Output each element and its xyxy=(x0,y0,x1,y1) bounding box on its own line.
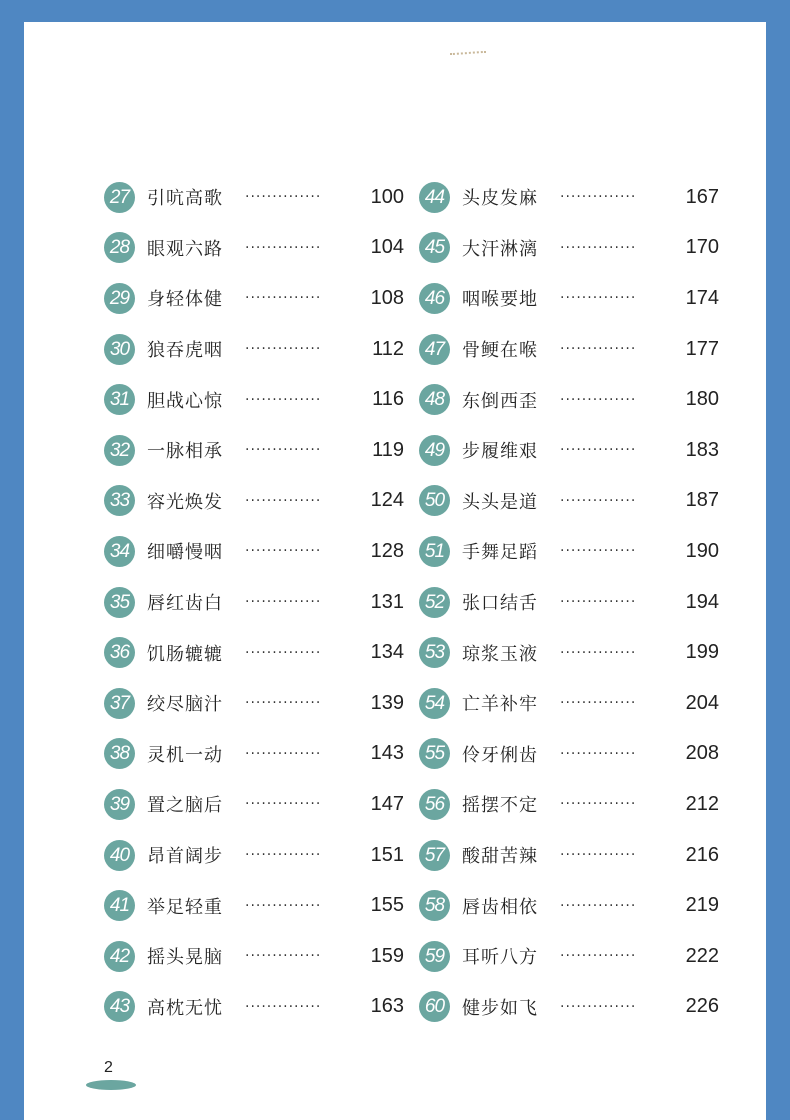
entry-number-badge: 37 xyxy=(104,688,135,719)
entry-page-number: 222 xyxy=(685,944,719,967)
entry-leader-dots: ·············· xyxy=(560,189,637,206)
entry-title: 伶牙俐齿 xyxy=(462,744,538,766)
toc-column-left xyxy=(104,172,404,1032)
toc-entry[interactable] xyxy=(419,982,719,1033)
entry-number-badge: 38 xyxy=(104,738,135,769)
toc-entry[interactable] xyxy=(419,627,719,678)
entry-number-badge: 36 xyxy=(104,637,135,668)
entry-title: 手舞足蹈 xyxy=(462,542,538,564)
entry-number-badge: 49 xyxy=(419,435,450,466)
entry-number-badge: 52 xyxy=(419,587,450,618)
entry-page-number: 112 xyxy=(372,337,404,360)
entry-title: 一脉相承 xyxy=(147,441,223,463)
toc-entry[interactable] xyxy=(419,830,719,881)
toc-page xyxy=(24,22,766,1120)
entry-leader-dots: ·············· xyxy=(245,492,322,509)
entry-title: 摇摆不定 xyxy=(462,795,538,817)
entry-page-number: 177 xyxy=(685,337,719,360)
entry-leader-dots: ·············· xyxy=(560,745,637,762)
entry-number-badge: 39 xyxy=(104,789,135,820)
entry-number-badge: 42 xyxy=(104,941,135,972)
entry-number-badge: 28 xyxy=(104,232,135,263)
toc-entry[interactable] xyxy=(104,374,404,425)
toc-entry[interactable] xyxy=(419,577,719,628)
toc-entry[interactable] xyxy=(419,273,719,324)
entry-number-badge: 30 xyxy=(104,334,135,365)
toc-entry[interactable] xyxy=(104,678,404,729)
toc-entry[interactable] xyxy=(104,880,404,931)
entry-number-badge: 48 xyxy=(419,384,450,415)
entry-page-number: 100 xyxy=(370,185,404,208)
entry-page-number: 124 xyxy=(370,489,404,512)
entry-title: 步履维艰 xyxy=(462,441,538,463)
entry-page-number: 183 xyxy=(685,438,719,461)
entry-leader-dots: ·············· xyxy=(245,847,322,864)
entry-number-badge: 58 xyxy=(419,890,450,921)
entry-page-number: 159 xyxy=(370,944,404,967)
entry-page-number: 116 xyxy=(372,388,404,411)
entry-leader-dots: ·············· xyxy=(245,189,322,206)
entry-leader-dots: ·············· xyxy=(560,341,637,358)
entry-page-number: 163 xyxy=(370,995,404,1018)
entry-page-number: 219 xyxy=(685,894,719,917)
toc-entry[interactable] xyxy=(104,324,404,375)
toc-entry[interactable] xyxy=(419,374,719,425)
toc-entry[interactable] xyxy=(104,779,404,830)
entry-page-number: 108 xyxy=(370,286,404,309)
entry-number-badge: 41 xyxy=(104,890,135,921)
entry-number-badge: 60 xyxy=(419,991,450,1022)
entry-number-badge: 29 xyxy=(104,283,135,314)
entry-title: 张口结舌 xyxy=(462,593,538,615)
entry-page-number: 199 xyxy=(685,641,719,664)
footer-page-number: 2 xyxy=(104,1059,113,1076)
entry-number-badge: 31 xyxy=(104,384,135,415)
entry-leader-dots: ·············· xyxy=(560,391,637,408)
entry-title: 高枕无忧 xyxy=(147,997,223,1019)
entry-leader-dots: ·············· xyxy=(560,290,637,307)
toc-entry[interactable] xyxy=(419,425,719,476)
entry-page-number: 187 xyxy=(685,489,719,512)
toc-entry[interactable] xyxy=(419,476,719,527)
entry-title: 饥肠辘辘 xyxy=(147,643,223,665)
entry-leader-dots: ·············· xyxy=(560,492,637,509)
entry-page-number: 155 xyxy=(370,894,404,917)
entry-page-number: 208 xyxy=(685,742,719,765)
entry-number-badge: 32 xyxy=(104,435,135,466)
entry-number-badge: 57 xyxy=(419,840,450,871)
paper-speck xyxy=(450,51,486,59)
entry-leader-dots: ·············· xyxy=(245,695,322,712)
entry-title: 唇齿相依 xyxy=(462,896,538,918)
entry-title: 细嚼慢咽 xyxy=(147,542,223,564)
entry-page-number: 194 xyxy=(685,590,719,613)
toc-column-right xyxy=(419,172,719,1032)
toc-entry[interactable] xyxy=(104,627,404,678)
toc-entry[interactable] xyxy=(104,476,404,527)
entry-page-number: 128 xyxy=(370,539,404,562)
entry-number-badge: 47 xyxy=(419,334,450,365)
entry-title: 琼浆玉液 xyxy=(462,643,538,665)
entry-leader-dots: ·············· xyxy=(245,290,322,307)
entry-page-number: 216 xyxy=(685,843,719,866)
entry-title: 昂首阔步 xyxy=(147,846,223,868)
toc-entry[interactable] xyxy=(104,273,404,324)
entry-page-number: 226 xyxy=(685,995,719,1018)
entry-page-number: 119 xyxy=(372,438,404,461)
footer-decoration xyxy=(86,1080,136,1090)
entry-page-number: 147 xyxy=(370,792,404,815)
entry-leader-dots: ·············· xyxy=(560,594,637,611)
entry-title: 头头是道 xyxy=(462,491,538,513)
entry-number-badge: 35 xyxy=(104,587,135,618)
entry-title: 东倒西歪 xyxy=(462,390,538,412)
entry-leader-dots: ·············· xyxy=(245,948,322,965)
entry-leader-dots: ·············· xyxy=(245,796,322,813)
toc-entry[interactable] xyxy=(419,931,719,982)
entry-page-number: 134 xyxy=(370,641,404,664)
entry-page-number: 170 xyxy=(685,236,719,259)
entry-page-number: 131 xyxy=(370,590,404,613)
entry-title: 胆战心惊 xyxy=(147,390,223,412)
entry-leader-dots: ·············· xyxy=(245,239,322,256)
entry-leader-dots: ·············· xyxy=(560,239,637,256)
entry-leader-dots: ·············· xyxy=(245,341,322,358)
toc-entry[interactable] xyxy=(104,830,404,881)
entry-title: 狼吞虎咽 xyxy=(147,340,223,362)
entry-number-badge: 56 xyxy=(419,789,450,820)
entry-number-badge: 33 xyxy=(104,485,135,516)
entry-title: 亡羊补牢 xyxy=(462,694,538,716)
entry-leader-dots: ·············· xyxy=(245,391,322,408)
entry-page-number: 180 xyxy=(685,388,719,411)
toc-entry[interactable] xyxy=(419,223,719,274)
entry-number-badge: 40 xyxy=(104,840,135,871)
toc-entry[interactable] xyxy=(419,678,719,729)
entry-leader-dots: ·············· xyxy=(560,695,637,712)
entry-title: 咽喉要地 xyxy=(462,289,538,311)
entry-page-number: 174 xyxy=(685,286,719,309)
entry-title: 举足轻重 xyxy=(147,896,223,918)
toc-entry[interactable] xyxy=(104,172,404,223)
entry-number-badge: 34 xyxy=(104,536,135,567)
entry-page-number: 167 xyxy=(685,185,719,208)
entry-number-badge: 55 xyxy=(419,738,450,769)
entry-leader-dots: ·············· xyxy=(560,897,637,914)
entry-title: 健步如飞 xyxy=(462,997,538,1019)
entry-number-badge: 51 xyxy=(419,536,450,567)
entry-leader-dots: ·············· xyxy=(560,796,637,813)
toc-entry[interactable] xyxy=(104,223,404,274)
entry-title: 绞尽脑汁 xyxy=(147,694,223,716)
entry-title: 容光焕发 xyxy=(147,491,223,513)
toc-entry[interactable] xyxy=(419,324,719,375)
entry-leader-dots: ·············· xyxy=(245,543,322,560)
toc-entry[interactable] xyxy=(419,172,719,223)
entry-page-number: 104 xyxy=(370,236,404,259)
entry-page-number: 204 xyxy=(685,691,719,714)
entry-title: 引吭高歌 xyxy=(147,188,223,210)
entry-leader-dots: ·············· xyxy=(245,644,322,661)
entry-number-badge: 44 xyxy=(419,182,450,213)
entry-number-badge: 59 xyxy=(419,941,450,972)
entry-title: 灵机一动 xyxy=(147,744,223,766)
entry-leader-dots: ·············· xyxy=(560,644,637,661)
entry-number-badge: 53 xyxy=(419,637,450,668)
entry-title: 头皮发麻 xyxy=(462,188,538,210)
entry-number-badge: 27 xyxy=(104,182,135,213)
entry-title: 酸甜苦辣 xyxy=(462,846,538,868)
entry-number-badge: 54 xyxy=(419,688,450,719)
entry-number-badge: 45 xyxy=(419,232,450,263)
entry-title: 眼观六路 xyxy=(147,238,223,260)
toc-entry[interactable] xyxy=(104,526,404,577)
entry-number-badge: 43 xyxy=(104,991,135,1022)
toc-entry[interactable] xyxy=(419,729,719,780)
entry-leader-dots: ·············· xyxy=(245,897,322,914)
toc-entry[interactable] xyxy=(419,779,719,830)
toc-entry[interactable] xyxy=(104,931,404,982)
entry-page-number: 190 xyxy=(685,539,719,562)
entry-leader-dots: ·············· xyxy=(245,998,322,1015)
entry-title: 耳听八方 xyxy=(462,947,538,969)
entry-leader-dots: ·············· xyxy=(245,442,322,459)
entry-page-number: 139 xyxy=(370,691,404,714)
entry-page-number: 151 xyxy=(370,843,404,866)
entry-leader-dots: ·············· xyxy=(245,745,322,762)
toc-entry[interactable] xyxy=(104,729,404,780)
entry-leader-dots: ·············· xyxy=(245,594,322,611)
toc-entry[interactable] xyxy=(104,425,404,476)
entry-leader-dots: ·············· xyxy=(560,948,637,965)
entry-leader-dots: ·············· xyxy=(560,998,637,1015)
entry-page-number: 143 xyxy=(370,742,404,765)
entry-title: 置之脑后 xyxy=(147,795,223,817)
toc-entry[interactable] xyxy=(419,880,719,931)
toc-entry[interactable] xyxy=(419,526,719,577)
entry-title: 大汗淋漓 xyxy=(462,238,538,260)
entry-title: 摇头晃脑 xyxy=(147,947,223,969)
entry-number-badge: 46 xyxy=(419,283,450,314)
entry-leader-dots: ·············· xyxy=(560,847,637,864)
entry-number-badge: 50 xyxy=(419,485,450,516)
entry-title: 唇红齿白 xyxy=(147,593,223,615)
entry-title: 骨鲠在喉 xyxy=(462,340,538,362)
entry-page-number: 212 xyxy=(685,792,719,815)
toc-entry[interactable] xyxy=(104,577,404,628)
toc-entry[interactable] xyxy=(104,982,404,1033)
entry-title: 身轻体健 xyxy=(147,289,223,311)
entry-leader-dots: ·············· xyxy=(560,442,637,459)
entry-leader-dots: ·············· xyxy=(560,543,637,560)
